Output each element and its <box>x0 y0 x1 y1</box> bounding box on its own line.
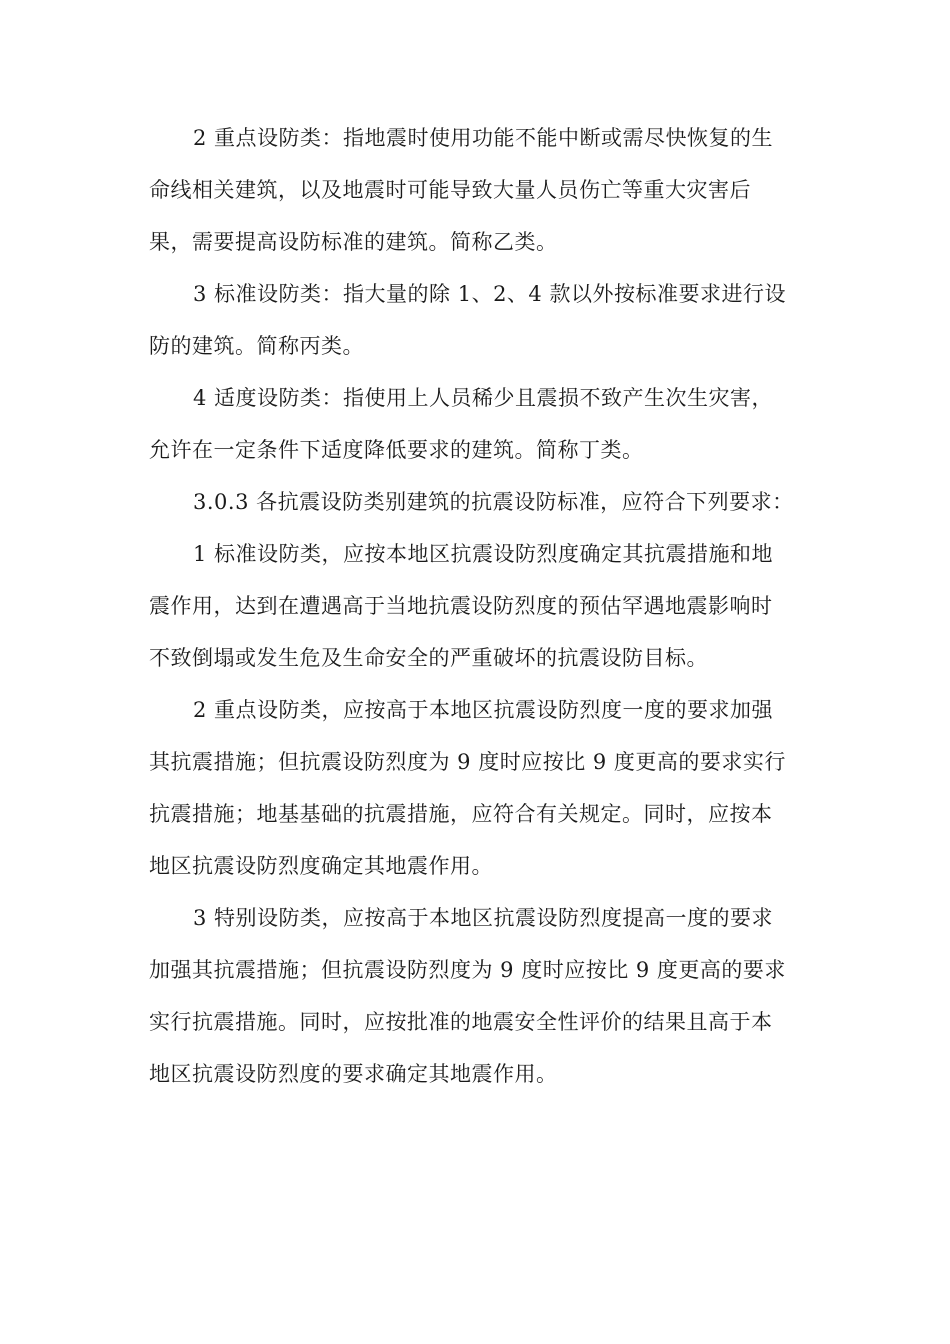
text-line: 3.0.3 各抗震设防类别建筑的抗震设防标准，应符合下列要求： <box>193 490 794 514</box>
text-line: 3 标准设防类：指大量的除 1、2、4 款以外按标准要求进行设 <box>193 282 786 306</box>
paragraph-moderate-fortification <box>149 372 799 476</box>
text-line: 允许在一定条件下适度降低要求的建筑。简称丁类。 <box>149 438 644 462</box>
paragraph-special-requirements <box>149 892 799 1100</box>
text-line: 3 特别设防类，应按高于本地区抗震设防烈度提高一度的要求 <box>193 906 774 930</box>
text-line: 2 重点设防类，应按高于本地区抗震设防烈度一度的要求加强 <box>193 698 774 722</box>
text-line: 防的建筑。简称丙类。 <box>149 334 364 358</box>
text-line: 1 标准设防类，应按本地区抗震设防烈度确定其抗震措施和地 <box>193 542 774 566</box>
text-line: 地区抗震设防烈度确定其地震作用。 <box>149 854 493 878</box>
text-line: 震作用，达到在遭遇高于当地抗震设防烈度的预估罕遇地震影响时 <box>149 594 773 618</box>
text-line: 抗震措施；地基基础的抗震措施，应符合有关规定。同时，应按本 <box>149 802 773 826</box>
paragraph-key-fortification <box>149 112 799 268</box>
text-line: 不致倒塌或发生危及生命安全的严重破坏的抗震设防目标。 <box>149 646 708 670</box>
document-body <box>149 112 799 1100</box>
text-line: 实行抗震措施。同时，应按批准的地震安全性评价的结果且高于本 <box>149 1010 773 1034</box>
text-line: 加强其抗震措施；但抗震设防烈度为 9 度时应按比 9 度更高的要求 <box>149 958 786 982</box>
paragraph-clause-3-0-3 <box>149 476 799 528</box>
paragraph-key-requirements <box>149 684 799 892</box>
paragraph-standard-fortification <box>149 268 799 372</box>
text-line: 2 重点设防类：指地震时使用功能不能中断或需尽快恢复的生 <box>193 126 774 150</box>
text-line: 其抗震措施；但抗震设防烈度为 9 度时应按比 9 度更高的要求实行 <box>149 750 786 774</box>
text-line: 命线相关建筑，以及地震时可能导致大量人员伤亡等重大灾害后 <box>149 178 751 202</box>
text-line: 4 适度设防类：指使用上人员稀少且震损不致产生次生灾害， <box>193 386 774 410</box>
text-line: 果，需要提高设防标准的建筑。简称乙类。 <box>149 230 558 254</box>
text-line: 地区抗震设防烈度的要求确定其地震作用。 <box>149 1062 558 1086</box>
paragraph-standard-requirements <box>149 528 799 684</box>
